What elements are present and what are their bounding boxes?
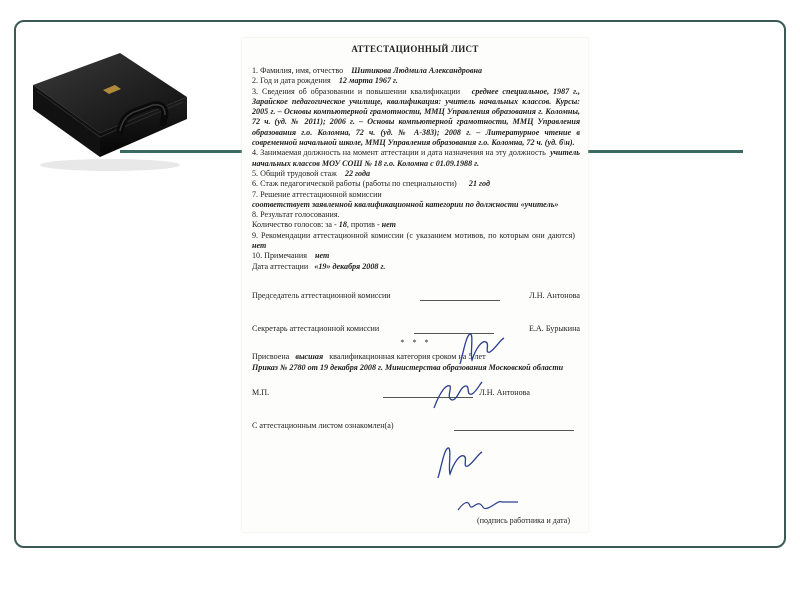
secretary-signature <box>426 378 486 412</box>
item-8: 8. Результат голосования. <box>252 210 340 220</box>
section-divider: * * * <box>400 337 432 347</box>
item-4: 4. Занимаемая должность на момент аттестации и дата назначения на эту должность учитель начальных классов МОУ СОШ № 18 г.о. Коломна с 01.09.1988 г. <box>252 148 580 168</box>
employee-signature <box>454 496 524 516</box>
item-10: 10. Примечания нет <box>252 251 330 261</box>
assigned-category: Присвоена высшая квалификационная категория сроком на 5 лет <box>252 352 486 362</box>
order-line: Приказ № 2780 от 19 декабря 2008 г. Министерства образования Московской области <box>252 362 564 372</box>
mp-signature <box>428 444 488 482</box>
accent-line-right <box>585 150 743 153</box>
document-title: АТТЕСТАЦИОННЫЙ ЛИСТ <box>351 44 479 54</box>
attestation-sheet <box>242 38 588 532</box>
chair-signature <box>450 330 510 370</box>
item-1: 1. Фамилия, имя, отчество Шитикова Людмила Александровна <box>252 66 483 75</box>
attestation-date: Дата аттестации «19» декабря 2008 г. <box>252 261 386 271</box>
item-9: 9. Рекомендации аттестационной комиссии (с указанием мотивов, по которым они даются) нет <box>252 230 575 251</box>
signature-caption: (подпись работника и дата) <box>477 516 570 525</box>
mp-signature-line: М.П. Л.Н. Антонова <box>252 387 530 397</box>
secretary-signature-line: Секретарь аттестационной комиссии Е.А. Бурыкина <box>252 323 580 333</box>
item-3: 3. Сведения об образовании и повышении квалификации среднее специальное, 1987 г., Зарайское педагогическое училище, квалификация: учитель начальных классов. Курсы: 2005 г. – Основы компьютерной грамотности, ММЦ Управления образования г. Коломны, 72 ч. (уд. № 2011); 2006 г. – Основы компьютерной грамотности, ММЦ Управления образования г.о. Коломна, 72 ч. (уд. № А-383); 2008 г. – Литературное чтение в современной начальной школе, ММЦ Управления образования г.о. Коломна, 72 ч. (уд. б\н). <box>252 86 581 148</box>
briefcase-icon <box>25 45 195 175</box>
item-6: 6. Стаж педагогической работы (работы по специальности) 21 год <box>252 179 490 189</box>
chair-signature-line: Председатель аттестационной комиссии Л.Н. Антонова <box>252 290 580 300</box>
votes-line: Количество голосов: за - 18, против - нет <box>252 220 396 230</box>
item-5: 5. Общий трудовой стаж 22 года <box>252 168 371 178</box>
item-7: 7. Решение аттестационной комиссии соответствует заявленной квалификационной категории по должности «учитель» <box>252 189 559 209</box>
acquainted-line: С аттестационным листом ознакомлен(а) <box>252 420 580 431</box>
item-2: 2. Год и дата рождения 12 марта 1967 г. <box>252 76 398 86</box>
